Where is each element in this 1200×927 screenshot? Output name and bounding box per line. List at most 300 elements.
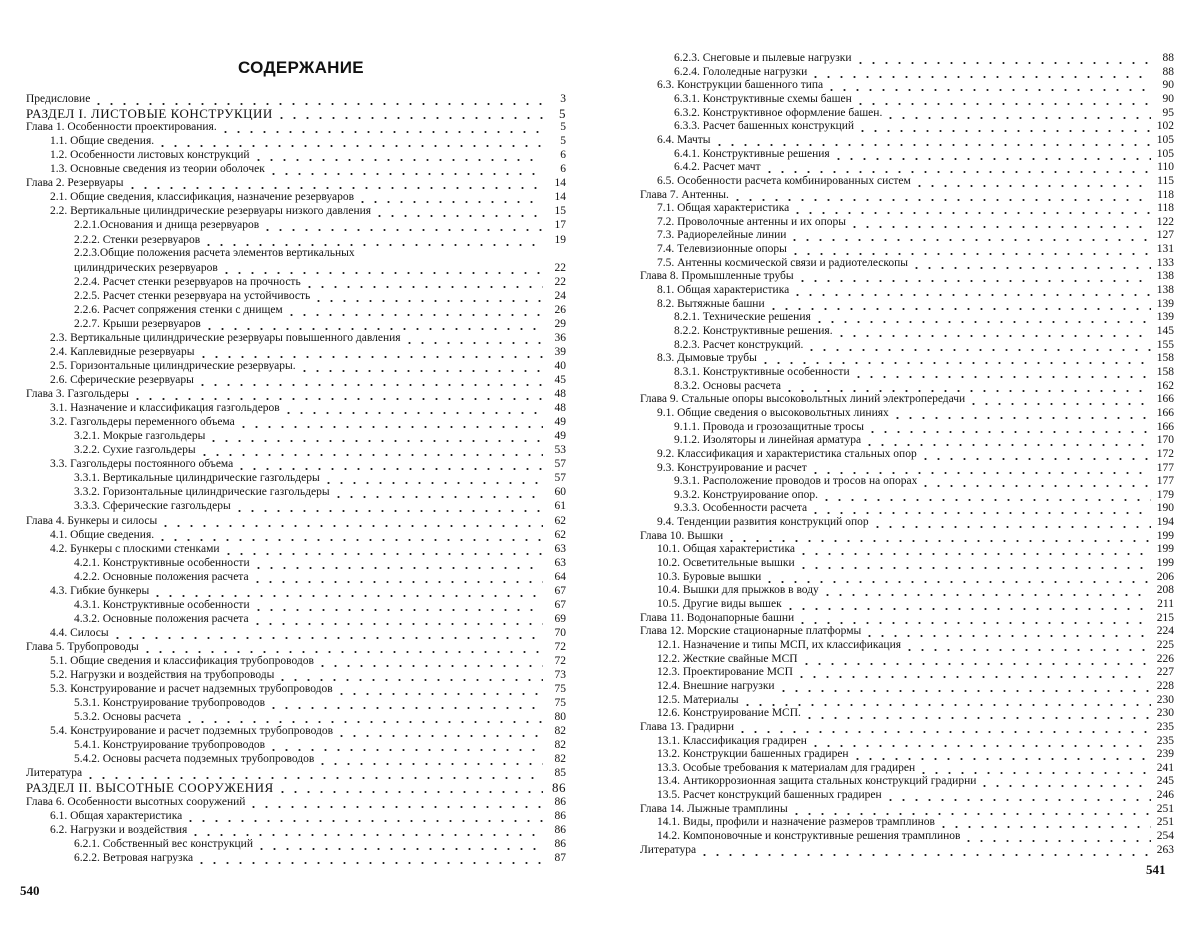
dot-leader [919, 448, 1151, 461]
dot-leader [151, 585, 543, 598]
toc-entry-page: 29 [554, 317, 566, 330]
toc-entry [657, 747, 1174, 761]
dot-leader [303, 276, 543, 289]
toc-entry [640, 188, 1174, 202]
toc-entry-page: 67 [554, 584, 566, 597]
toc-entry-page: 139 [1156, 311, 1174, 324]
dot-leader [731, 189, 1151, 202]
toc-entry-page: 75 [554, 683, 566, 696]
toc-entry-title: 7.5. Антенны космической связи и радиотелескопы [657, 256, 908, 269]
toc-entry-title: 9.1. Общие сведения о высоковольтных линиях [657, 406, 889, 419]
dot-leader [251, 571, 543, 584]
toc-entry [657, 652, 1174, 666]
dot-leader [252, 149, 543, 162]
toc-entry-page: 40 [554, 359, 566, 372]
toc-entry [657, 515, 1174, 529]
toc-entry-page: 105 [1156, 133, 1174, 146]
toc-entry-title: 8.2.1. Технические решения [674, 311, 811, 324]
dot-leader [131, 388, 543, 401]
toc-entry-page: 5 [559, 106, 566, 122]
toc-entry-page: 19 [554, 233, 566, 246]
toc-entry-page: 63 [554, 556, 566, 569]
toc-entry-page: 105 [1156, 147, 1174, 160]
toc-entry-page: 190 [1156, 502, 1174, 515]
dot-leader [247, 796, 543, 809]
dot-leader [967, 393, 1151, 406]
toc-entry-title: 2.2.3.Общие положения расчета элементов вертикальных [74, 246, 355, 259]
toc-entry [640, 529, 1174, 543]
toc-entry-page: 5 [560, 121, 566, 134]
dot-leader [255, 838, 543, 851]
dot-leader [84, 767, 543, 780]
toc-entry-page: 53 [554, 444, 566, 457]
toc-right [600, 0, 1200, 927]
toc-entry [657, 406, 1174, 420]
toc-entry-page: 82 [554, 725, 566, 738]
toc-entry-title: РАЗДЕЛ I. ЛИСТОВЫЕ КОНСТРУКЦИИ [26, 107, 273, 121]
toc-entry [674, 474, 1174, 488]
dot-leader [871, 516, 1151, 529]
toc-entry-page: 235 [1156, 734, 1174, 747]
toc-entry-title: 2.2. Вертикальные цилиндрические резервуары низкого давления [50, 205, 372, 218]
toc-entry-page: 61 [554, 500, 566, 513]
toc-entry [674, 501, 1174, 515]
toc-entry-title: 6.3. Конструкции башенного типа [657, 79, 824, 92]
dot-leader [978, 775, 1151, 788]
dot-leader [866, 421, 1151, 434]
toc-entry-title: Глава 1. Особенности проектирования. [26, 121, 217, 134]
toc-entry [74, 289, 566, 303]
toc-entry [674, 92, 1174, 106]
dot-leader [233, 500, 543, 513]
toc-entry-title: 12.2. Жесткие свайные МСП [657, 652, 798, 665]
toc-entry [74, 598, 566, 612]
toc-entry [674, 119, 1174, 133]
toc-entry [657, 815, 1174, 829]
toc-entry [50, 724, 566, 738]
toc-entry-page: 72 [554, 640, 566, 653]
toc-entry-page: 49 [554, 430, 566, 443]
dot-leader [784, 598, 1151, 611]
toc-entry-title: Глава 14. Лыжные трамплины [640, 802, 788, 815]
toc-entry-page: 226 [1156, 652, 1174, 665]
toc-entry-page: 263 [1156, 843, 1174, 856]
dot-leader [913, 175, 1151, 188]
toc-entry-title: 14.1. Виды, профили и назначение размеров трамплинов [657, 816, 935, 829]
toc-entry-title: 7.2. Проволочные антенны и их опоры [657, 215, 846, 228]
toc-entry-title: 6.4.2. Расчет мачт [674, 161, 761, 174]
toc-entry [657, 665, 1174, 679]
toc-entry-title: 3.3. Газгольдеры постоянного объема [50, 458, 234, 471]
toc-entry [74, 261, 566, 275]
toc-entry-page: 90 [1162, 92, 1174, 105]
toc-entry-title: 8.3. Дымовые трубы [657, 352, 757, 365]
toc-entry-title: 6.3.2. Конструктивное оформление башен. [674, 106, 883, 119]
dot-leader [791, 284, 1151, 297]
toc-entry [674, 338, 1174, 352]
toc-entry-title: 2.2.5. Расчет стенки резервуара на устойчивость [74, 289, 311, 302]
dot-leader [298, 360, 543, 373]
dot-leader [800, 653, 1151, 666]
toc-entry-page: 127 [1156, 229, 1174, 242]
toc-entry-title: 6.2.4. Гололедные нагрузки [674, 65, 808, 78]
toc-entry [50, 204, 566, 218]
toc-entry [674, 310, 1174, 324]
dot-leader [267, 163, 543, 176]
toc-entry [640, 611, 1174, 625]
dot-leader [848, 216, 1151, 229]
toc-entry [26, 106, 566, 120]
toc-entry-page: 246 [1156, 789, 1174, 802]
dot-leader [863, 434, 1151, 447]
toc-entry-page: 90 [1162, 79, 1174, 92]
toc-entry [657, 761, 1174, 775]
toc-entry-page: 3 [560, 93, 566, 105]
toc-entry-page: 118 [1157, 188, 1174, 201]
toc-entry-title: Глава 8. Промышленные трубы [640, 270, 794, 283]
toc-entry-page: 64 [554, 570, 566, 583]
dot-leader [917, 762, 1151, 775]
toc-entry-page: 177 [1156, 475, 1174, 488]
dot-leader [825, 79, 1151, 92]
dot-leader [261, 219, 543, 232]
toc-entry-title: 5.3.1. Конструирование трубопроводов [74, 697, 266, 710]
toc-entry [26, 514, 566, 528]
toc-entry-page: 251 [1156, 816, 1174, 829]
toc-entry [74, 443, 566, 457]
toc-entry [657, 693, 1174, 707]
toc-entry-page: 166 [1156, 420, 1174, 433]
dot-leader [736, 721, 1151, 734]
toc-entry-page: 67 [554, 598, 566, 611]
toc-entry-title: 3.2.2. Сухие газгольдеры [74, 444, 196, 457]
toc-entry-page: 15 [554, 205, 566, 218]
toc-entry-title: 5.4.1. Конструирование трубопроводов [74, 739, 266, 752]
toc-entry [74, 710, 566, 724]
toc-entry-page: 57 [554, 458, 566, 471]
toc-entry-title: 13.3. Особые требования к материалам для градирен [657, 761, 916, 774]
toc-entry-page: 254 [1156, 830, 1174, 843]
toc-entry [74, 612, 566, 626]
toc-entry [640, 843, 1174, 857]
dot-leader [797, 557, 1151, 570]
toc-entry-page: 225 [1156, 638, 1174, 651]
dot-leader [267, 697, 543, 710]
toc-entry-title: 9.4. Тенденции развития конструкций опор [657, 516, 869, 529]
toc-entry-title: 2.2.7. Крыши резервуаров [74, 317, 201, 330]
toc-entry-title: 6.4. Мачты [657, 133, 711, 146]
toc-entry [50, 809, 566, 823]
toc-entry [50, 373, 566, 387]
dot-leader [316, 655, 543, 668]
toc-entry [74, 556, 566, 570]
toc-entry-title: Глава 9. Стальные опоры высоковольтных линий электропередачи [640, 393, 966, 406]
toc-entry-title: 2.2.2. Стенки резервуаров [74, 233, 201, 246]
toc-entry-title: 5.2. Нагрузки и воздействия на трубопроводы [50, 669, 275, 682]
toc-entry [74, 570, 566, 584]
toc-entry-title: Глава 2. Резервуары [26, 177, 124, 190]
dot-leader [903, 639, 1151, 652]
dot-leader [809, 502, 1151, 515]
dot-leader [275, 107, 543, 120]
toc-entry [657, 734, 1174, 748]
toc-entry [50, 134, 566, 148]
toc-entry-page: 251 [1156, 802, 1174, 815]
dot-leader [809, 66, 1151, 79]
toc-entry [74, 696, 566, 710]
toc-entry [50, 542, 566, 556]
toc-entry-title: 9.3. Конструирование и расчет [657, 461, 807, 474]
dot-leader [767, 298, 1151, 311]
toc-entry [674, 433, 1174, 447]
toc-entry [657, 638, 1174, 652]
toc-entry-title: 4.3. Гибкие бункеры [50, 584, 150, 597]
toc-entry-page: 6 [560, 149, 566, 162]
toc-entry-page: 14 [554, 191, 566, 204]
toc-entry-title: 13.2. Конструкции башенных градирен [657, 748, 849, 761]
dot-leader [184, 810, 543, 823]
toc-entry-title: 12.5. Материалы [657, 693, 739, 706]
toc-entry-page: 72 [554, 655, 566, 667]
toc-entry [657, 583, 1174, 597]
dot-leader [252, 599, 543, 612]
dot-leader [156, 529, 543, 542]
toc-entry [657, 297, 1174, 311]
toc-entry-page: 199 [1156, 529, 1174, 542]
toc-entry-title: 2.3. Вертикальные цилиндрические резервуары повышенного давления [50, 331, 401, 344]
toc-entry-title: 3.2. Газгольдеры переменного объема [50, 416, 235, 429]
toc-entry [74, 485, 566, 499]
toc-entry-page: 115 [1157, 174, 1174, 187]
dot-leader [203, 318, 543, 331]
toc-entry [50, 331, 566, 345]
toc-entry [50, 626, 566, 640]
toc-entry [74, 429, 566, 443]
dot-leader [796, 612, 1151, 625]
toc-entry-title: 4.3.1. Конструктивные особенности [74, 598, 250, 611]
toc-entry [640, 624, 1174, 638]
toc-entry-page: 133 [1156, 256, 1174, 269]
dot-leader [202, 234, 543, 247]
toc-entry-title: 4.2. Бункеры с плоскими стенками [50, 542, 220, 555]
toc-entry-page: 239 [1156, 748, 1174, 761]
toc-entry-title: 5.4. Конструирование и расчет подземных трубопроводов [50, 725, 334, 738]
dot-leader [851, 748, 1151, 761]
toc-entry-page: 138 [1156, 270, 1174, 283]
toc-entry [657, 556, 1174, 570]
dot-leader [803, 707, 1151, 720]
dot-leader [937, 816, 1151, 829]
toc-entry [640, 802, 1174, 816]
toc-entry-title: 6.3.3. Расчет башенных конструкций [674, 120, 855, 133]
dot-leader [763, 571, 1151, 584]
toc-entry-page: 199 [1156, 543, 1174, 556]
toc-entry-page: 227 [1156, 666, 1174, 679]
toc-entry-title: 1.3. Основные сведения из теории оболочек [50, 163, 265, 176]
toc-entry [50, 190, 566, 204]
toc-entry-page: 60 [554, 486, 566, 499]
dot-leader [197, 346, 544, 359]
toc-entry [74, 837, 566, 851]
toc-entry [50, 345, 566, 359]
toc-entry [657, 597, 1174, 611]
dot-leader [852, 366, 1151, 379]
toc-entry-page: 245 [1156, 775, 1174, 788]
toc-entry [74, 317, 566, 331]
dot-leader [196, 374, 543, 387]
toc-entry-page: 17 [554, 219, 566, 232]
toc-entry-title: 4.1. Общие сведения. [50, 528, 155, 541]
toc-entry-page: 70 [554, 626, 566, 639]
toc-entry [74, 851, 566, 865]
toc-entry-title: 12.1. Назначение и типы МСП, их классификация [657, 638, 902, 651]
toc-entry-page: 88 [1162, 52, 1174, 64]
toc-entry-title: 4.3.2. Основные положения расчета [74, 612, 249, 625]
toc-entry-page: 230 [1156, 693, 1174, 706]
dot-leader [854, 52, 1152, 65]
toc-entry-title: Литература [26, 767, 83, 780]
toc-entry-page: 26 [554, 303, 566, 316]
toc-entry [674, 324, 1174, 338]
dot-leader [725, 530, 1151, 543]
toc-entry [674, 51, 1174, 65]
dot-leader [335, 725, 543, 738]
toc-entry-title: 9.3.2. Конструирование опор. [674, 488, 818, 501]
toc-entry-title: 4.4. Силосы [50, 626, 109, 639]
toc-entry-title: 7.1. Общая характеристика [657, 202, 790, 215]
toc-entry-title: 2.1. Общие сведения, классификация, назначение резервуаров [50, 191, 355, 204]
toc-entry-page: 85 [554, 767, 566, 780]
toc-entry [674, 365, 1174, 379]
toc-entry [50, 148, 566, 162]
toc-entry-title: 6.4.1. Конструктивные решения [674, 147, 830, 160]
toc-entry [640, 720, 1174, 734]
toc-entry-title: 7.3. Радиорелейные линии [657, 229, 787, 242]
toc-entry-title: 3.2.1. Мокрые газгольдеры [74, 430, 206, 443]
toc-entry-page: 86 [554, 809, 566, 822]
toc-entry-title: 2.5. Горизонтальные цилиндрические резервуары. [50, 359, 296, 372]
toc-entry [50, 823, 566, 837]
toc-entry-title: Глава 11. Водонапорные башни [640, 611, 795, 624]
toc-entry-page: 228 [1156, 679, 1174, 692]
dot-leader [856, 120, 1151, 133]
toc-entry-page: 235 [1156, 720, 1174, 733]
dot-leader [126, 177, 544, 190]
dot-leader [741, 694, 1151, 707]
toc-entry-title: 12.3. Проектирование МСП [657, 666, 793, 679]
dot-leader [884, 107, 1151, 120]
dot-leader [316, 753, 543, 766]
dot-leader [222, 543, 543, 556]
toc-entry [657, 447, 1174, 461]
right-page [600, 0, 1200, 927]
toc-entry-title: 10.1. Общая характеристика [657, 543, 795, 556]
toc-entry-page: 75 [554, 697, 566, 710]
toc-entry-title: 6.2. Нагрузки и воздействия [50, 823, 188, 836]
right-page-number: 541 [1146, 862, 1166, 877]
toc-entry [74, 499, 566, 513]
toc-entry-title: 9.3.1. Расположение проводов и тросов на опорах [674, 475, 918, 488]
toc-entry-page: 86 [554, 837, 566, 850]
dot-leader [276, 669, 543, 682]
toc-entry [50, 584, 566, 598]
dot-leader [111, 627, 543, 640]
toc-entry [657, 570, 1174, 584]
dot-leader [835, 325, 1151, 338]
toc-entry [657, 215, 1174, 229]
toc-entry [26, 120, 566, 134]
toc-entry-title: 8.3.2. Основы расчета [674, 379, 781, 392]
toc-entry-title: РАЗДЕЛ II. ВЫСОТНЫЕ СООРУЖЕНИЯ [26, 781, 274, 795]
toc-entry [50, 528, 566, 542]
toc-entry-title: 6.2.3. Снеговые и пылевые нагрузки [674, 52, 852, 64]
toc-entry-page: 158 [1156, 352, 1174, 365]
toc-entry [74, 738, 566, 752]
toc-entry-page: 48 [554, 402, 566, 415]
toc-entry [657, 242, 1174, 256]
toc-entry [657, 788, 1174, 802]
toc-entry [657, 228, 1174, 242]
dot-leader [813, 311, 1151, 324]
toc-entry-page: 82 [554, 739, 566, 752]
toc-entry-page: 215 [1156, 611, 1174, 624]
toc-entry-title: 3.3.2. Горизонтальные цилиндрические газгольдеры [74, 486, 330, 499]
toc-entry-page: 86 [552, 780, 566, 796]
dot-leader [235, 458, 543, 471]
toc-entry [674, 488, 1174, 502]
toc-entry-title: 3.3.1. Вертикальные цилиндрические газгольдеры [74, 472, 320, 485]
toc-entry-title: Глава 13. Градирни [640, 720, 734, 733]
dot-leader [795, 666, 1151, 679]
toc-entry-title: 8.3.1. Конструктивные особенности [674, 365, 850, 378]
dot-leader [809, 462, 1151, 475]
toc-entry [74, 233, 566, 247]
toc-entry [657, 706, 1174, 720]
toc-entry-page: 6 [560, 163, 566, 176]
toc-entry-title: 3.3.3. Сферические газгольдеры [74, 500, 231, 513]
dot-leader [821, 584, 1151, 597]
dot-leader [198, 444, 543, 457]
dot-leader [891, 407, 1151, 420]
toc-entry [674, 65, 1174, 79]
toc-entry-page: 82 [554, 753, 566, 766]
dot-leader [159, 515, 543, 528]
dot-leader [276, 781, 543, 794]
contents-heading: СОДЕРЖАНИЕ [238, 58, 364, 77]
toc-entry-page: 14 [554, 177, 566, 190]
toc-entry-title: 6.2.2. Ветровая нагрузка [74, 851, 194, 864]
dot-leader [156, 135, 543, 148]
toc-entry-title: 12.6. Конструирование МСП. [657, 707, 801, 720]
toc-entry [657, 461, 1174, 475]
dot-leader [796, 270, 1151, 283]
toc-entry [26, 176, 566, 190]
toc-entry-title: 5.3.2. Основы расчета [74, 711, 181, 724]
toc-entry [50, 668, 566, 682]
toc-entry-title: 6.3.1. Конструктивные схемы башен [674, 92, 852, 105]
dot-leader [285, 304, 543, 317]
dot-leader [373, 205, 543, 218]
toc-entry [657, 78, 1174, 92]
toc-entry [50, 682, 566, 696]
dot-leader [356, 191, 543, 204]
dot-leader [237, 416, 543, 429]
toc-entry-title: Глава 7. Антенны. [640, 188, 729, 201]
toc-entry [26, 387, 566, 401]
toc-entry-page: 110 [1157, 161, 1174, 174]
dot-leader [910, 257, 1151, 270]
toc-entry [50, 457, 566, 471]
